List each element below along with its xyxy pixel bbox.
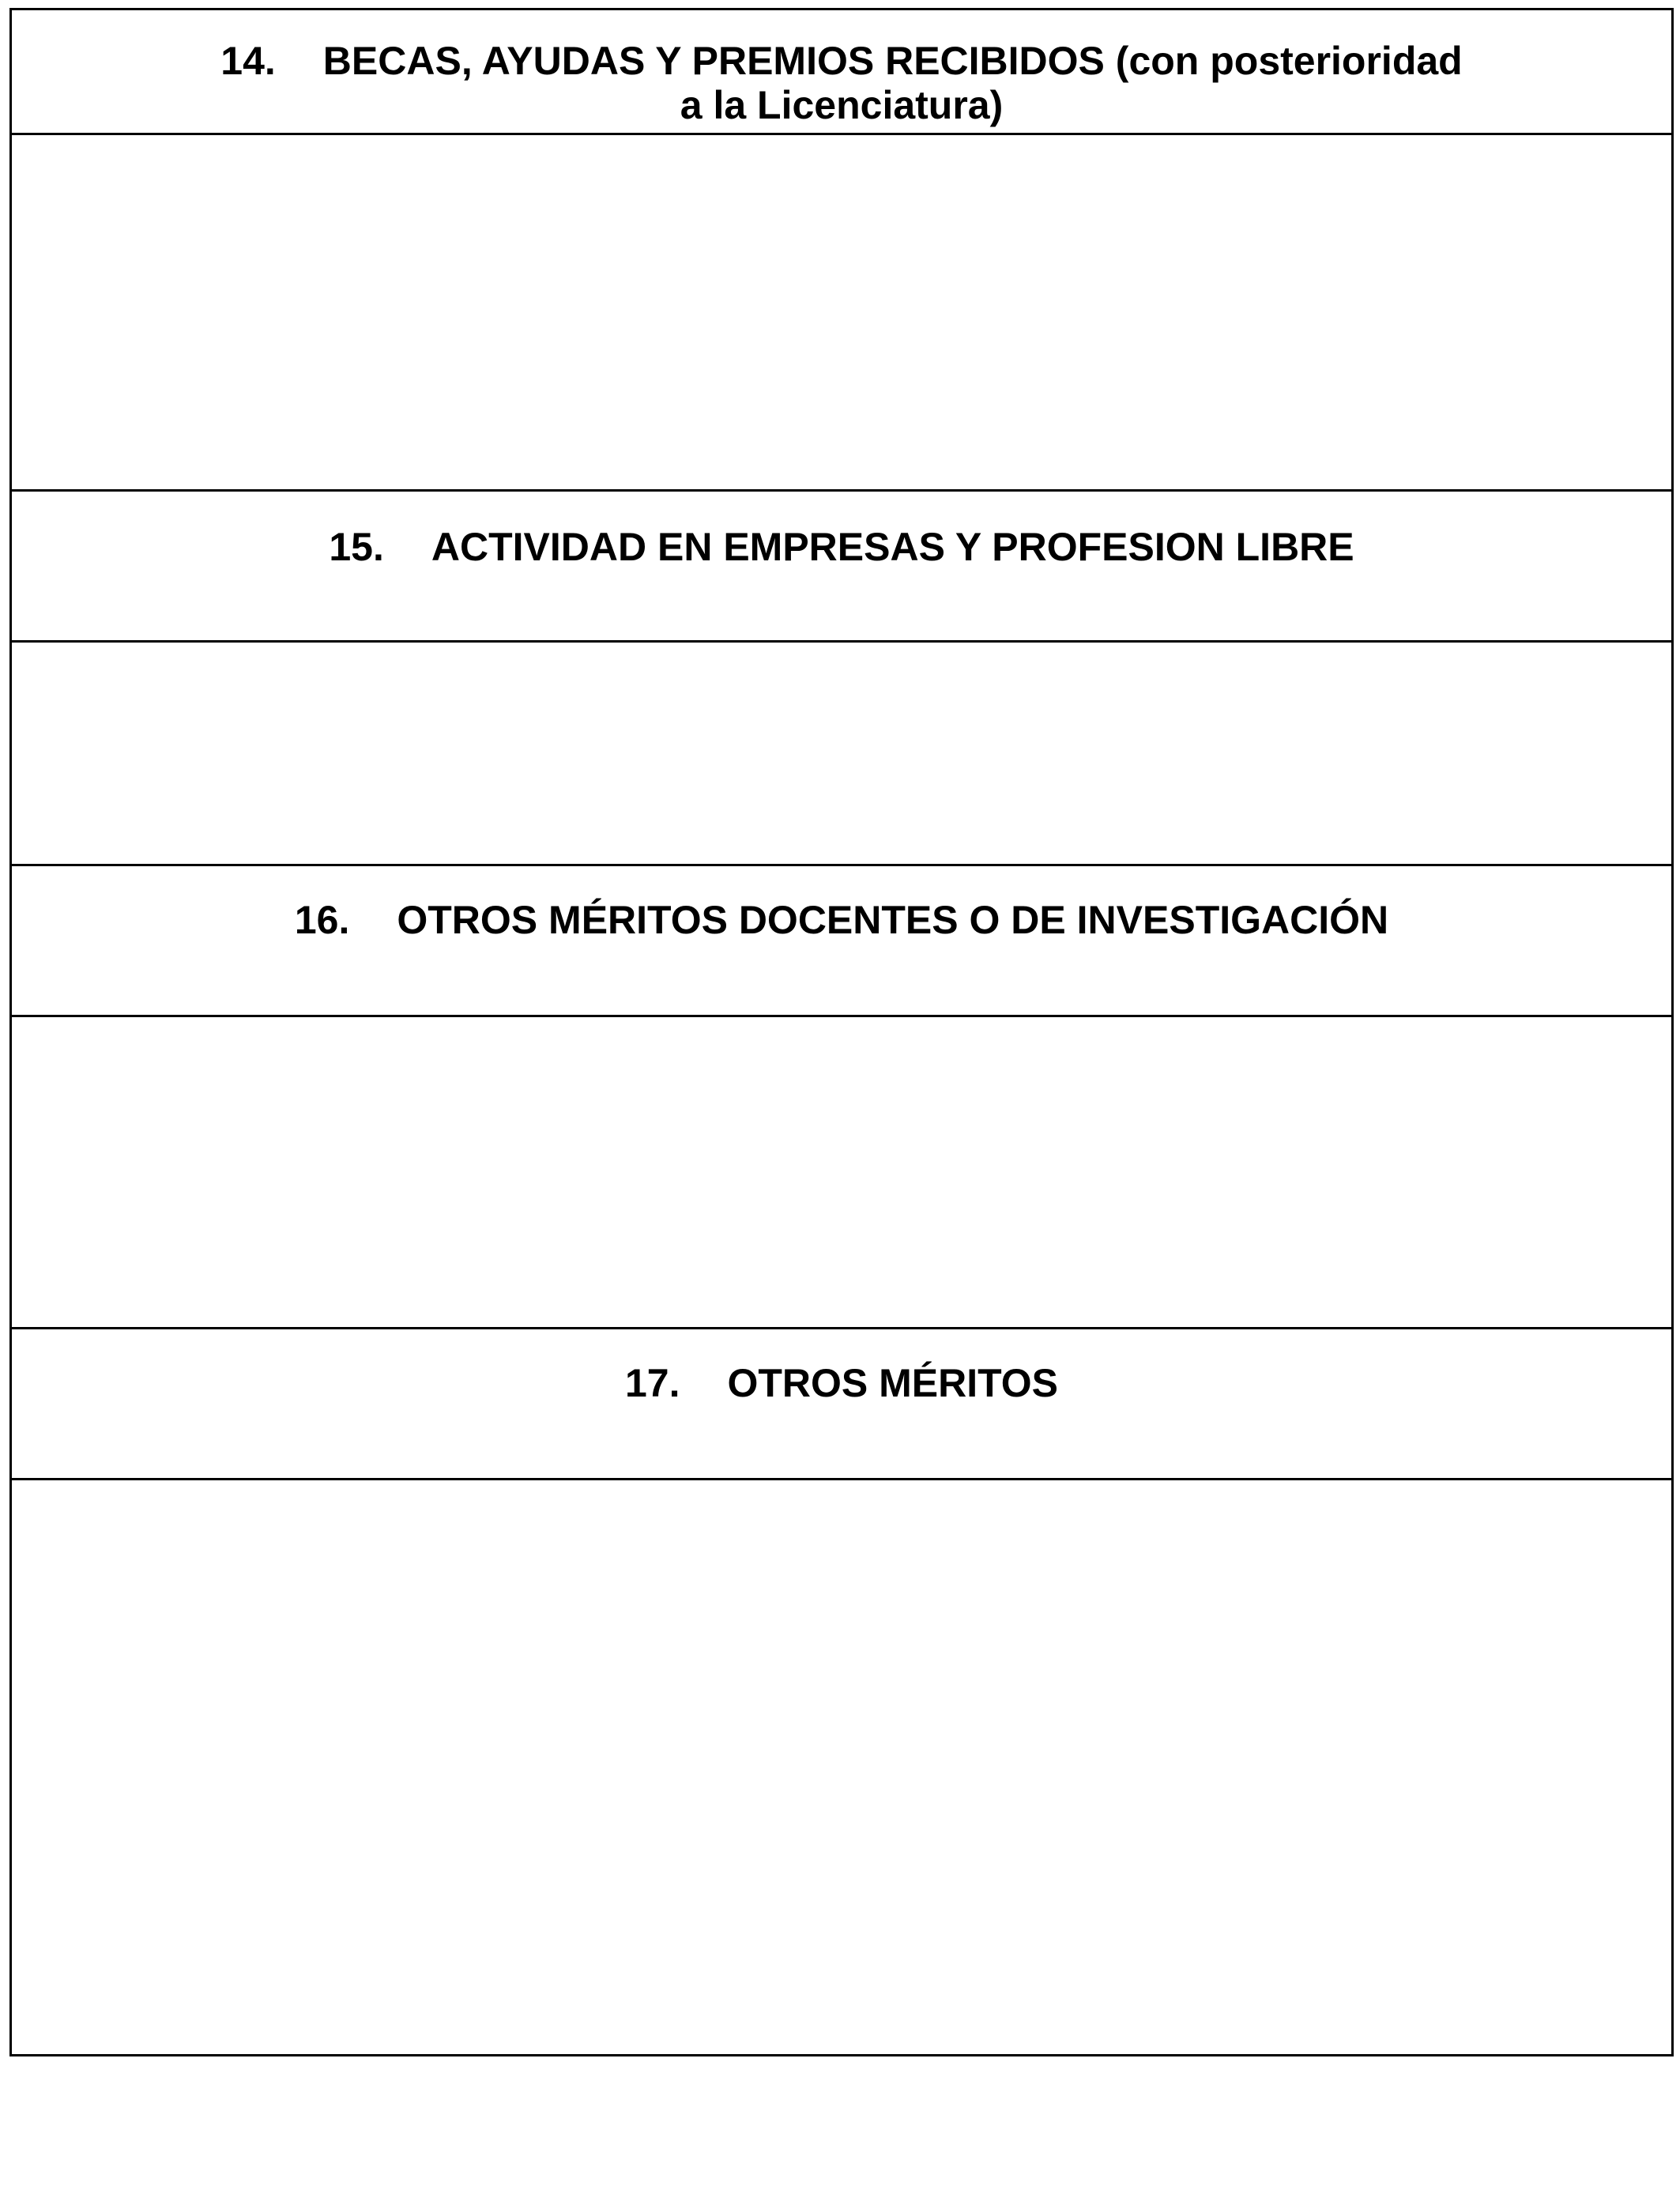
section-14-header [12, 10, 1671, 135]
section-14-content-area[interactable] [12, 135, 1671, 490]
section-15-title [12, 525, 1671, 569]
section-15-content-area[interactable] [12, 643, 1671, 865]
merits-form-table [9, 8, 1674, 2056]
section-14-title-line2: a la Licenciatura) [680, 83, 1004, 127]
section-16-content-area[interactable] [12, 1017, 1671, 1328]
section-16-header [12, 866, 1671, 1016]
section-14-number: 14. [220, 39, 276, 83]
section-15-title-text: ACTIVIDAD EN EMPRESAS Y PROFESION LIBRE [431, 525, 1354, 569]
section-15-number: 15. [329, 525, 384, 569]
section-17-content-area[interactable] [12, 1480, 1671, 2054]
section-15-header [12, 492, 1671, 641]
section-16-title [12, 898, 1671, 942]
section-17-number: 17. [624, 1361, 680, 1405]
section-17-title-text: OTROS MÉRITOS [727, 1361, 1059, 1405]
section-14-title-line1: BECAS, AYUDAS Y PREMIOS RECIBIDOS (con posterioridad [322, 39, 1463, 83]
section-17-header [12, 1329, 1671, 1479]
section-16-number: 16. [294, 898, 350, 942]
section-16-title-text: OTROS MÉRITOS DOCENTES O DE INVESTIGACIÓN [397, 898, 1389, 942]
section-14-title [12, 39, 1671, 127]
section-17-title [12, 1361, 1671, 1405]
